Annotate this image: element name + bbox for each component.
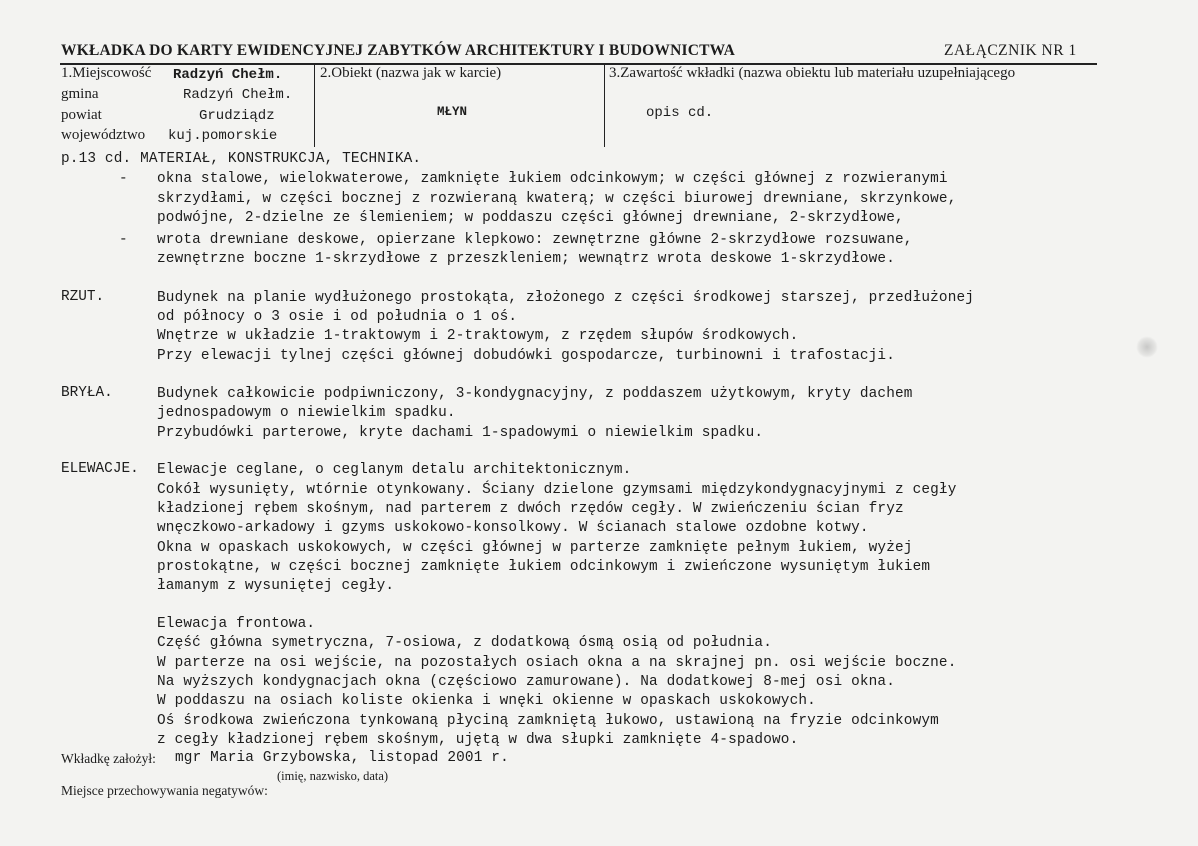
- contents-label: 3.Zawartość wkładki (nazwa obiektu lub materiału uzupełniającego: [609, 65, 1016, 81]
- text-line: Elewacje ceglane, o ceglanym detalu architektonicznym.: [157, 462, 632, 478]
- text-line: Na wyższych kondygnacjach okna (częściowo zamurowane). Na dodatkowej 8-mej osi okna.: [157, 674, 896, 690]
- text-line: Wnętrze w układzie 1-traktowym i 2-traktowym, z rzędem słupów środkowych.: [157, 328, 799, 344]
- text-line: Przy elewacji tylnej części głównej dobudówki gospodarcze, turbinowni i trafostacji.: [157, 348, 896, 364]
- commune-value: Radzyń Chełm.: [183, 87, 293, 103]
- subsection-heading: Elewacja frontowa.: [157, 616, 316, 632]
- text-line: Przybudówki parterowe, kryte dachami 1-spadowymi o niewielkim spadku.: [157, 425, 764, 441]
- text-line: W parterze na osi wejście, na pozostałych osiach okna a na skrajnej pn. osi wejście boczne.: [157, 655, 957, 671]
- voivodeship-value: kuj.pomorskie: [168, 128, 278, 144]
- object-label: 2.Obiekt (nazwa jak w karcie): [320, 65, 502, 81]
- district-value: Grudziądz: [199, 108, 275, 124]
- text-line: jednospadowym o niewielkim spadku.: [157, 405, 456, 421]
- author-hint: (imię, nazwisko, data): [277, 769, 389, 783]
- document-title: WKŁADKA DO KARTY EWIDENCYJNEJ ZABYTKÓW ARCHITEKTURY I BUDOWNICTWA: [61, 42, 736, 59]
- voivodeship-label: województwo: [61, 127, 146, 143]
- list-bullet: -: [119, 171, 128, 187]
- text-line: Część główna symetryczna, 7-osiowa, z dodatkową ósmą osią od południa.: [157, 635, 773, 651]
- list-bullet: -: [119, 232, 128, 248]
- section-label-rzut: RZUT.: [61, 289, 105, 305]
- author-label: Wkładkę założył:: [61, 751, 156, 766]
- text-line: łamanym z wysuniętej cegły.: [157, 578, 395, 594]
- annex-label: ZAŁĄCZNIK NR 1: [944, 42, 1077, 59]
- text-line: Okna w opaskach uskokowych, w części głównej w parterze zamknięte pełnym łukiem, wyżej: [157, 540, 913, 556]
- text-line: W poddaszu na osiach koliste okienka i wnęki okienne w opaskach uskokowych.: [157, 693, 816, 709]
- text-line: Cokół wysunięty, wtórnie otynkowany. Ściany dzielone gzymsami międzykondygnacyjnymi z cegły: [157, 482, 957, 498]
- commune-label: gmina: [61, 86, 99, 102]
- text-line: Budynek na planie wydłużonego prostokąta, złożonego z części środkowej starszej, przedłużonej: [157, 290, 975, 306]
- text-line: od północy o 3 osie i od południa o 1 oś.: [157, 309, 518, 325]
- place-value: Radzyń Chełm.: [173, 67, 283, 83]
- contents-value: opis cd.: [646, 105, 714, 121]
- text-line: z cegły kładzionej rębem skośnym, ujętą w dwa słupki zamknięte 4-spadowo.: [157, 732, 799, 748]
- text-line: Oś środkowa zwieńczona tynkowaną płyciną zamkniętą łukowo, ustawioną na fryzie odcinkowym: [157, 713, 939, 729]
- text-line: podwójne, 2-dzielne ze ślemieniem; w poddaszu części głównej drewniane, 2-skrzydłowe,: [157, 210, 904, 226]
- section-label-elewacje: ELEWACJE.: [61, 461, 139, 477]
- ink-smudge: [1136, 336, 1158, 358]
- text-line: skrzydłami, w części bocznej z rozwieraną kwaterą; w części biurowej drewniane, skrzynkowe,: [157, 191, 957, 207]
- text-line: wnęczkowo-arkadowy i gzyms uskokowo-konsolkowy. W ścianach stalowe ozdobne kotwy.: [157, 520, 869, 536]
- text-line: Budynek całkowicie podpiwniczony, 3-kondygnacyjny, z poddaszem użytkowym, kryty dachem: [157, 386, 913, 402]
- negatives-label: Miejsce przechowywania negatywów:: [61, 783, 268, 798]
- text-line: okna stalowe, wielokwaterowe, zamknięte łukiem odcinkowym; w części głównej z rozwieranymi: [157, 171, 948, 187]
- text-line: zewnętrzne boczne 1-skrzydłowe z przeszkleniem; wewnątrz wrota deskowe 1-skrzydłowe.: [157, 251, 896, 267]
- section-heading-material: p.13 cd. MATERIAŁ, KONSTRUKCJA, TECHNIKA.: [61, 151, 422, 167]
- column-divider: [314, 65, 315, 147]
- text-line: prostokątne, w części bocznej zamknięte łukiem odcinkowym i zwieńczone wysuniętym łukiem: [157, 559, 931, 575]
- author-value: mgr Maria Grzybowska, listopad 2001 r.: [175, 750, 509, 766]
- text-line: kładzionej rębem skośnym, nad parterem z dwóch rzędów cegły. W zwieńczeniu ścian fryz: [157, 501, 904, 517]
- text-line: wrota drewniane deskowe, opierzane klepkowo: zewnętrzne główne 2-skrzydłowe rozsuwane,: [157, 232, 913, 248]
- object-value: MŁYN: [437, 105, 468, 119]
- place-label: 1.Miejscowość: [61, 65, 152, 81]
- district-label: powiat: [61, 107, 102, 123]
- column-divider: [604, 65, 605, 147]
- section-label-bryla: BRYŁA.: [61, 385, 113, 401]
